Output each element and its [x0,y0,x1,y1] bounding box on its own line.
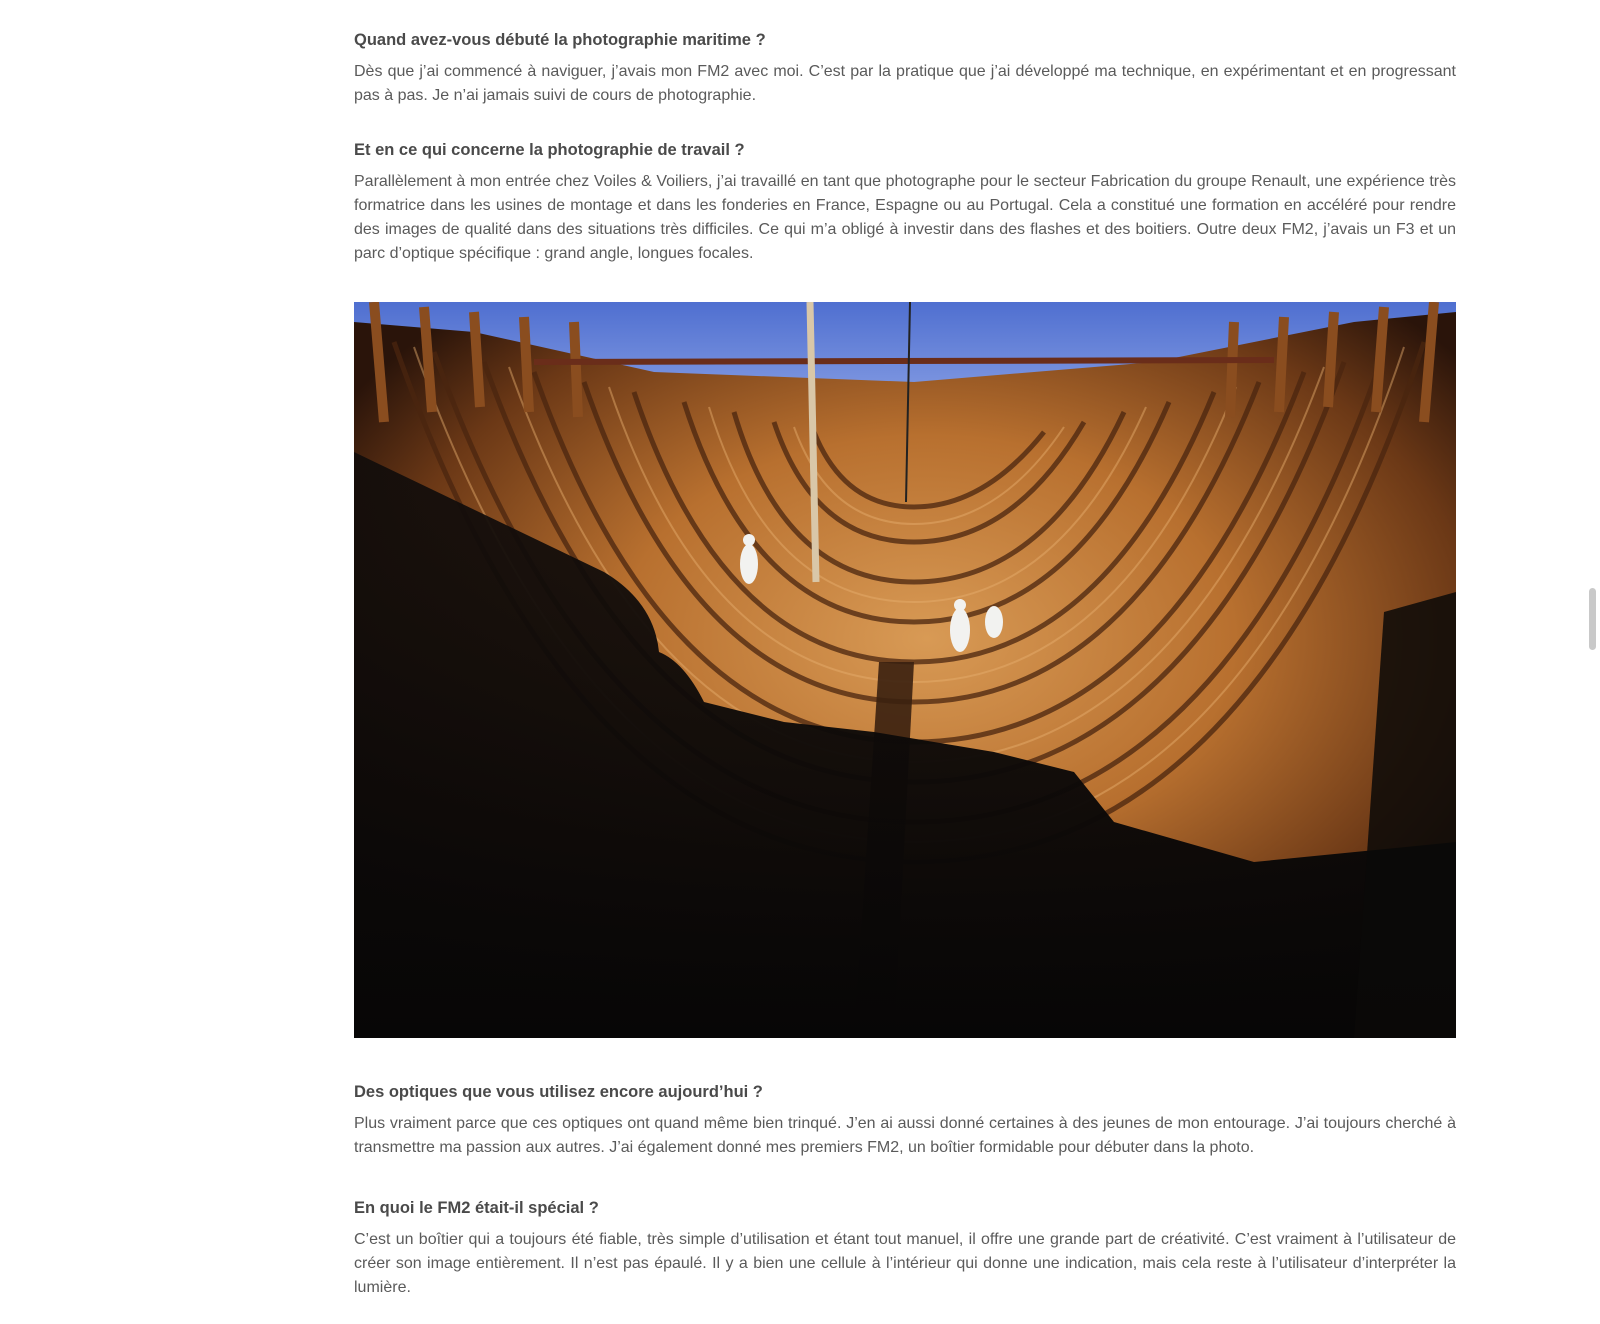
answer-paragraph: C’est un boîtier qui a toujours été fiable, très simple d’utilisation et étant tout manuel, il offre une grande part de créativité. C’est vraiment à l’utilisateur de créer son image entièrement. Il n’est pas épaulé. Il y a bien une cellule à l’intérieur qui donne une indication, mais cela reste à l’utilisateur d’interpréter la lumière. [354,1231,1456,1296]
question-heading: Des optiques que vous utilisez encore aujourd’hui ? [354,1083,763,1101]
crossbeam [534,360,1274,362]
scrollbar-thumb[interactable] [1589,588,1596,650]
answer-paragraph: Parallèlement à mon entrée chez Voiles & Voiliers, j’ai travaillé en tant que photographe pour le secteur Fabrication du groupe Renault, une expérience très formatrice dans les usines de montage et dans les fonderies en France, Espagne ou au Portugal. Cela a constitué une formation en accéléré pour rendre des images de qualité dans des situations très difficiles. Ce qui m’a obligé à investir dans des flashes et des boitiers. Outre deux FM2, j’avais un F3 et un parc d’optique spécifique : grand angle, longues focales. [354,173,1456,262]
answer-paragraph: Plus vraiment parce que ces optiques ont quand même bien trinqué. J’en ai aussi donné certaines à des jeunes de mon entourage. J’ai toujours cherché à transmettre ma passion aux autres. J’ai également donné mes premiers FM2, un boîtier formidable pour débuter dans la photo. [354,1115,1456,1156]
hull-illustration [354,302,1456,1038]
boat-hull-photo [354,302,1456,1038]
answer-paragraph: Dès que j’ai commencé à naviguer, j’avais mon FM2 avec moi. C’est par la pratique que j’ai développé ma technique, en expérimentant et en progressant pas à pas. Je n’ai jamais suivi de cours de photographie. [354,63,1456,104]
question-heading: Et en ce qui concerne la photographie de travail ? [354,141,745,159]
question-heading: Quand avez-vous débuté la photographie maritime ? [354,31,766,49]
page-scrollbar[interactable] [1586,0,1600,1324]
article-body [354,28,1456,1324]
qa-section-optiques [354,1080,1456,1160]
question-heading: En quoi le FM2 était-il spécial ? [354,1199,599,1217]
qa-section-fm2 [354,1196,1456,1300]
qa-section-travail [354,138,1456,266]
qa-section-maritime [354,28,1456,108]
